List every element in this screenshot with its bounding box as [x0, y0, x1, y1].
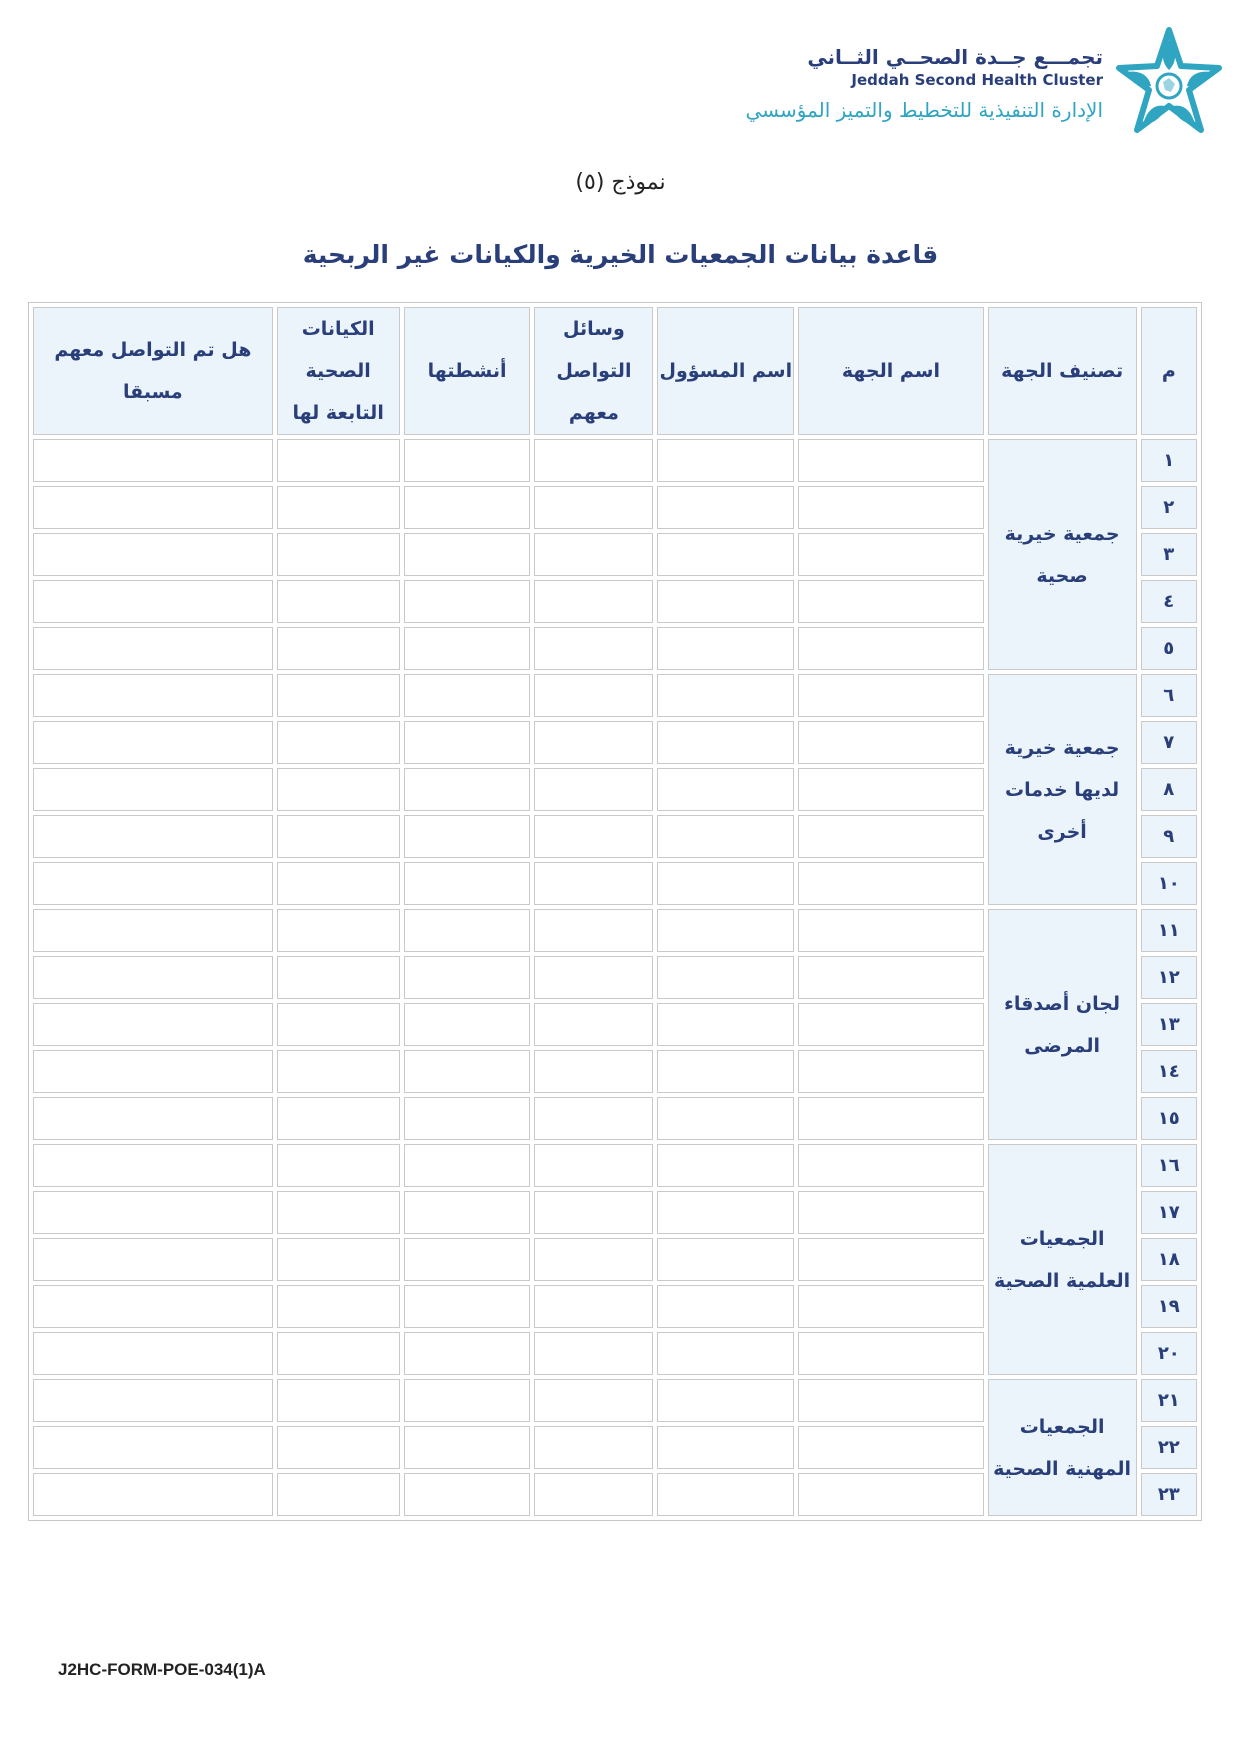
row-number-cell: ١٩ [1141, 1285, 1197, 1328]
contact-means-cell[interactable] [534, 1144, 653, 1187]
activities-cell[interactable] [404, 533, 531, 576]
contact-means-cell[interactable] [534, 674, 653, 717]
data-table-wrapper [28, 302, 1202, 1556]
column-header-category: تصنيف الجهة [988, 307, 1137, 435]
row-number-cell: ٣ [1141, 533, 1197, 576]
affiliated-entities-cell[interactable] [277, 1238, 400, 1281]
table-body [33, 439, 1197, 1516]
activities-cell[interactable] [404, 1191, 531, 1234]
form-number: نموذج (٥) [575, 170, 666, 195]
table-row [33, 439, 1197, 482]
affiliated-entities-cell[interactable] [277, 815, 400, 858]
data-table [28, 302, 1202, 1521]
contacted-before-cell[interactable] [33, 768, 273, 811]
entity-name-cell[interactable] [798, 674, 983, 717]
affiliated-entities-cell[interactable] [277, 1426, 400, 1469]
row-number-cell: ١٦ [1141, 1144, 1197, 1187]
responsible-name-cell[interactable] [657, 627, 794, 670]
department-name: الإدارة التنفيذية للتخطيط والتميز المؤسسي [745, 98, 1103, 122]
activities-cell[interactable] [404, 580, 531, 623]
row-number-cell: ١٥ [1141, 1097, 1197, 1140]
contacted-before-cell[interactable] [33, 439, 273, 482]
responsible-name-cell[interactable] [657, 1332, 794, 1375]
responsible-name-cell[interactable] [657, 909, 794, 952]
column-header-activities: أنشطتها [404, 307, 531, 435]
activities-cell[interactable] [404, 674, 531, 717]
entity-name-cell[interactable] [798, 439, 983, 482]
entity-name-cell[interactable] [798, 533, 983, 576]
contacted-before-cell[interactable] [33, 1426, 273, 1469]
star-flower-logo-icon [1111, 26, 1227, 142]
responsible-name-cell[interactable] [657, 956, 794, 999]
affiliated-entities-cell[interactable] [277, 1379, 400, 1422]
row-number-cell: ٢٣ [1141, 1473, 1197, 1516]
category-cell: الجمعيات العلمية الصحية [988, 1144, 1137, 1375]
row-number-cell: ٢٢ [1141, 1426, 1197, 1469]
column-header-contacted-before: هل تم التواصل معهم مسبقا [33, 307, 273, 435]
entity-name-cell[interactable] [798, 1332, 983, 1375]
contact-means-cell[interactable] [534, 1050, 653, 1093]
contact-means-cell[interactable] [534, 768, 653, 811]
responsible-name-cell[interactable] [657, 533, 794, 576]
entity-name-cell[interactable] [798, 1473, 983, 1516]
activities-cell[interactable] [404, 1144, 531, 1187]
contact-means-cell[interactable] [534, 1426, 653, 1469]
affiliated-entities-cell[interactable] [277, 486, 400, 529]
responsible-name-cell[interactable] [657, 862, 794, 905]
column-header-contact-means: وسائل التواصل معهم [534, 307, 653, 435]
contact-means-cell[interactable] [534, 580, 653, 623]
contacted-before-cell[interactable] [33, 1144, 273, 1187]
row-number-cell: ٩ [1141, 815, 1197, 858]
responsible-name-cell[interactable] [657, 674, 794, 717]
affiliated-entities-cell[interactable] [277, 1191, 400, 1234]
contact-means-cell[interactable] [534, 1003, 653, 1046]
affiliated-entities-cell[interactable] [277, 909, 400, 952]
category-cell: الجمعيات المهنية الصحية [988, 1379, 1137, 1516]
responsible-name-cell[interactable] [657, 439, 794, 482]
affiliated-entities-cell[interactable] [277, 862, 400, 905]
entity-name-cell[interactable] [798, 1144, 983, 1187]
entity-name-cell[interactable] [798, 862, 983, 905]
organization-name-en: Jeddah Second Health Cluster [851, 71, 1103, 89]
row-number-cell: ١٠ [1141, 862, 1197, 905]
affiliated-entities-cell[interactable] [277, 580, 400, 623]
activities-cell[interactable] [404, 768, 531, 811]
activities-cell[interactable] [404, 627, 531, 670]
responsible-name-cell[interactable] [657, 580, 794, 623]
contact-means-cell[interactable] [534, 533, 653, 576]
activities-cell[interactable] [404, 1332, 531, 1375]
contacted-before-cell[interactable] [33, 862, 273, 905]
row-number-cell: ٢٠ [1141, 1332, 1197, 1375]
row-number-cell: ٧ [1141, 721, 1197, 764]
responsible-name-cell[interactable] [657, 721, 794, 764]
responsible-name-cell[interactable] [657, 1379, 794, 1422]
affiliated-entities-cell[interactable] [277, 1003, 400, 1046]
entity-name-cell[interactable] [798, 1050, 983, 1093]
contact-means-cell[interactable] [534, 1238, 653, 1281]
affiliated-entities-cell[interactable] [277, 1332, 400, 1375]
activities-cell[interactable] [404, 1379, 531, 1422]
contacted-before-cell[interactable] [33, 1473, 273, 1516]
contacted-before-cell[interactable] [33, 486, 273, 529]
entity-name-cell[interactable] [798, 1191, 983, 1234]
affiliated-entities-cell[interactable] [277, 439, 400, 482]
affiliated-entities-cell[interactable] [277, 721, 400, 764]
responsible-name-cell[interactable] [657, 1238, 794, 1281]
activities-cell[interactable] [404, 721, 531, 764]
entity-name-cell[interactable] [798, 1003, 983, 1046]
activities-cell[interactable] [404, 439, 531, 482]
entity-name-cell[interactable] [798, 1285, 983, 1328]
column-header-entity-name: اسم الجهة [798, 307, 983, 435]
affiliated-entities-cell[interactable] [277, 1097, 400, 1140]
contacted-before-cell[interactable] [33, 580, 273, 623]
contact-means-cell[interactable] [534, 1332, 653, 1375]
table-row [33, 1144, 1197, 1187]
form-code: J2HC-FORM-POE-034(1)A [58, 1660, 266, 1679]
organization-block [745, 44, 1103, 126]
row-number-cell: ٤ [1141, 580, 1197, 623]
activities-cell[interactable] [404, 1285, 531, 1328]
contacted-before-cell[interactable] [33, 1050, 273, 1093]
table-row [33, 909, 1197, 952]
row-number-cell: ١١ [1141, 909, 1197, 952]
contact-means-cell[interactable] [534, 1097, 653, 1140]
activities-cell[interactable] [404, 1003, 531, 1046]
contact-means-cell[interactable] [534, 1473, 653, 1516]
entity-name-cell[interactable] [798, 1379, 983, 1422]
page-title: قاعدة بيانات الجمعيات الخيرية والكيانات غير الربحية [302, 240, 939, 269]
activities-cell[interactable] [404, 486, 531, 529]
contacted-before-cell[interactable] [33, 815, 273, 858]
category-cell: جمعية خيرية لديها خدمات أخرى [988, 674, 1137, 905]
affiliated-entities-cell[interactable] [277, 627, 400, 670]
contact-means-cell[interactable] [534, 909, 653, 952]
activities-cell[interactable] [404, 862, 531, 905]
entity-name-cell[interactable] [798, 580, 983, 623]
column-header-index: م [1141, 307, 1197, 435]
affiliated-entities-cell[interactable] [277, 768, 400, 811]
affiliated-entities-cell[interactable] [277, 1285, 400, 1328]
contact-means-cell[interactable] [534, 439, 653, 482]
row-number-cell: ٨ [1141, 768, 1197, 811]
responsible-name-cell[interactable] [657, 815, 794, 858]
responsible-name-cell[interactable] [657, 1285, 794, 1328]
entity-name-cell[interactable] [798, 1097, 983, 1140]
activities-cell[interactable] [404, 1473, 531, 1516]
page-header [27, 26, 1227, 146]
contact-means-cell[interactable] [534, 862, 653, 905]
contacted-before-cell[interactable] [33, 1097, 273, 1140]
responsible-name-cell[interactable] [657, 1003, 794, 1046]
contacted-before-cell[interactable] [33, 627, 273, 670]
responsible-name-cell[interactable] [657, 1191, 794, 1234]
table-row [33, 674, 1197, 717]
category-cell: جمعية خيرية صحية [988, 439, 1137, 670]
entity-name-cell[interactable] [798, 486, 983, 529]
row-number-cell: ١ [1141, 439, 1197, 482]
responsible-name-cell[interactable] [657, 768, 794, 811]
affiliated-entities-cell[interactable] [277, 1473, 400, 1516]
contacted-before-cell[interactable] [33, 674, 273, 717]
entity-name-cell[interactable] [798, 627, 983, 670]
row-number-cell: ٥ [1141, 627, 1197, 670]
entity-name-cell[interactable] [798, 815, 983, 858]
contact-means-cell[interactable] [534, 815, 653, 858]
activities-cell[interactable] [404, 956, 531, 999]
row-number-cell: ١٧ [1141, 1191, 1197, 1234]
contacted-before-cell[interactable] [33, 1285, 273, 1328]
affiliated-entities-cell[interactable] [277, 1144, 400, 1187]
entity-name-cell[interactable] [798, 956, 983, 999]
row-number-cell: ١٤ [1141, 1050, 1197, 1093]
contact-means-cell[interactable] [534, 1285, 653, 1328]
row-number-cell: ٢ [1141, 486, 1197, 529]
row-number-cell: ١٢ [1141, 956, 1197, 999]
activities-cell[interactable] [404, 815, 531, 858]
column-header-affiliated-entities: الكيانات الصحية التابعة لها [277, 307, 400, 435]
contacted-before-cell[interactable] [33, 1238, 273, 1281]
contacted-before-cell[interactable] [33, 721, 273, 764]
activities-cell[interactable] [404, 909, 531, 952]
column-header-responsible-name: اسم المسؤول [657, 307, 794, 435]
table-header-row [33, 307, 1197, 435]
contacted-before-cell[interactable] [33, 1379, 273, 1422]
contacted-before-cell[interactable] [33, 1191, 273, 1234]
responsible-name-cell[interactable] [657, 1097, 794, 1140]
responsible-name-cell[interactable] [657, 1050, 794, 1093]
entity-name-cell[interactable] [798, 1426, 983, 1469]
responsible-name-cell[interactable] [657, 1473, 794, 1516]
entity-name-cell[interactable] [798, 721, 983, 764]
activities-cell[interactable] [404, 1426, 531, 1469]
activities-cell[interactable] [404, 1097, 531, 1140]
contact-means-cell[interactable] [534, 486, 653, 529]
row-number-cell: ٦ [1141, 674, 1197, 717]
contacted-before-cell[interactable] [33, 909, 273, 952]
responsible-name-cell[interactable] [657, 1426, 794, 1469]
contact-means-cell[interactable] [534, 956, 653, 999]
affiliated-entities-cell[interactable] [277, 533, 400, 576]
affiliated-entities-cell[interactable] [277, 1050, 400, 1093]
row-number-cell: ٢١ [1141, 1379, 1197, 1422]
entity-name-cell[interactable] [798, 768, 983, 811]
activities-cell[interactable] [404, 1238, 531, 1281]
activities-cell[interactable] [404, 1050, 531, 1093]
entity-name-cell[interactable] [798, 909, 983, 952]
contact-means-cell[interactable] [534, 1191, 653, 1234]
contact-means-cell[interactable] [534, 1379, 653, 1422]
contact-means-cell[interactable] [534, 721, 653, 764]
entity-name-cell[interactable] [798, 1238, 983, 1281]
responsible-name-cell[interactable] [657, 486, 794, 529]
contact-means-cell[interactable] [534, 627, 653, 670]
organization-name-ar: تجمـــع جــدة الصحــي الثــاني [807, 45, 1103, 69]
category-cell: لجان أصدقاء المرضى [988, 909, 1137, 1140]
contacted-before-cell[interactable] [33, 956, 273, 999]
responsible-name-cell[interactable] [657, 1144, 794, 1187]
table-row [33, 1379, 1197, 1422]
contacted-before-cell[interactable] [33, 1003, 273, 1046]
affiliated-entities-cell[interactable] [277, 956, 400, 999]
row-number-cell: ١٣ [1141, 1003, 1197, 1046]
affiliated-entities-cell[interactable] [277, 674, 400, 717]
contacted-before-cell[interactable] [33, 1332, 273, 1375]
contacted-before-cell[interactable] [33, 533, 273, 576]
row-number-cell: ١٨ [1141, 1238, 1197, 1281]
